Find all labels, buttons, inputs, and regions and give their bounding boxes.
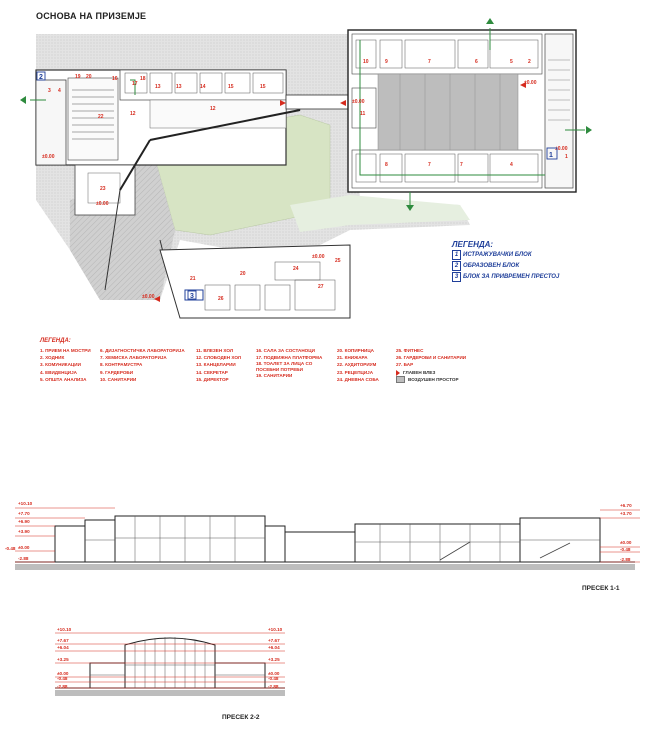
room-legend-column-5 bbox=[337, 347, 379, 383]
level-label: -2.88 bbox=[620, 557, 631, 562]
block-legend-item bbox=[452, 249, 559, 260]
svg-text:12: 12 bbox=[130, 111, 136, 117]
svg-text:20: 20 bbox=[86, 74, 92, 80]
section-1-1-drawing bbox=[0, 500, 657, 580]
svg-text:24: 24 bbox=[293, 266, 299, 272]
svg-text:12: 12 bbox=[210, 106, 216, 112]
svg-text:±0.00: ±0.00 bbox=[42, 154, 55, 160]
section-2-label: ПРЕСЕК 2-2 bbox=[222, 714, 260, 721]
level-label: -0.48 bbox=[268, 676, 279, 681]
svg-text:4: 4 bbox=[58, 88, 61, 94]
level-label: +3.90 bbox=[18, 529, 30, 534]
svg-text:13: 13 bbox=[155, 84, 161, 90]
svg-text:21: 21 bbox=[190, 276, 196, 282]
level-label: +6.04 bbox=[268, 645, 280, 650]
room-legend-item: 15. ДИРЕКТОР bbox=[196, 376, 229, 382]
section-2-2-drawing bbox=[0, 625, 657, 700]
room-legend-item: 5. ОПШТА АНАЛИЗА bbox=[40, 376, 87, 382]
level-label: +10.10 bbox=[18, 501, 33, 506]
svg-text:9: 9 bbox=[385, 59, 388, 65]
plan-title: ОСНОВА НА ПРИЗЕМЈЕ bbox=[36, 11, 147, 21]
room-legend-item: 16. САЛА ЗА СОСТАНОЦИ bbox=[256, 348, 315, 353]
level-label: +7.70 bbox=[18, 511, 30, 516]
level-label: +10.10 bbox=[268, 627, 283, 632]
svg-text:13: 13 bbox=[176, 84, 182, 90]
level-label-left-extra: -0.48 bbox=[5, 546, 16, 551]
room-legend-item: 19. САНИТАРИИ bbox=[256, 373, 293, 379]
level-label: +6.04 bbox=[57, 645, 69, 650]
section-1-label: ПРЕСЕК 1-1 bbox=[582, 585, 620, 592]
level-label: +3.25 bbox=[268, 657, 280, 662]
room-legend-column-4 bbox=[256, 347, 334, 379]
room-legend-item: 7. ХЕМИСКА ЛАБОРАТОРИЈА bbox=[100, 355, 167, 361]
svg-text:2: 2 bbox=[528, 59, 531, 65]
svg-text:26: 26 bbox=[218, 296, 224, 302]
svg-text:14: 14 bbox=[200, 84, 206, 90]
svg-text:19: 19 bbox=[75, 74, 81, 80]
level-label: +3.25 bbox=[57, 657, 69, 662]
room-legend-item: 21. КНИЖАРА bbox=[337, 355, 368, 361]
level-label: ±0.00 bbox=[57, 671, 69, 676]
room-legend-column-6 bbox=[396, 347, 466, 369]
room-legend-extras bbox=[396, 369, 459, 383]
room-legend-item: 11. ВЛЕЗЕН ХОЛ bbox=[196, 348, 234, 353]
room-legend-item: 13. КАНЦЕЛАРИИ bbox=[196, 362, 236, 368]
block-label: ИСТРАЖУВАЧКИ БЛОК bbox=[463, 251, 532, 258]
block-legend-title: ЛЕГЕНДА: bbox=[452, 240, 494, 249]
level-label: -2.88 bbox=[268, 684, 279, 689]
room-legend-column-3 bbox=[196, 347, 241, 383]
room-legend-item: 4. ЕВИДЕНЦИЈА bbox=[40, 369, 77, 375]
svg-text:20: 20 bbox=[240, 271, 246, 277]
room-legend-item: 3. КОМУНИКАЦИИ bbox=[40, 362, 81, 368]
room-legend-item: 20. КОПИРНИЦА bbox=[337, 348, 374, 353]
level-label: -2.88 bbox=[57, 684, 68, 689]
svg-text:4: 4 bbox=[510, 162, 513, 168]
level-label: +3.70 bbox=[620, 511, 632, 516]
svg-text:11: 11 bbox=[360, 111, 366, 117]
room-legend-column-2 bbox=[100, 347, 185, 383]
room-legend-item: 26. ГАРДЕРОБИ И САНИТАРИИ bbox=[396, 355, 467, 361]
room-legend-item: 9. ГАРДЕРОБИ bbox=[100, 369, 134, 375]
svg-text:15: 15 bbox=[228, 84, 234, 90]
svg-text:±0.00: ±0.00 bbox=[352, 99, 365, 105]
void-space-legend bbox=[396, 376, 459, 383]
level-label: +10.10 bbox=[57, 627, 72, 632]
svg-text:5: 5 bbox=[510, 59, 513, 65]
room-legend-item: 1. ПРИЕМ НА МОСТРИ bbox=[40, 348, 91, 353]
room-legend-item: 27. БАР bbox=[396, 362, 414, 368]
main-entrance-label: ГЛАВЕН ВЛЕЗ bbox=[403, 370, 436, 375]
level-label: ±0.00 bbox=[268, 671, 280, 676]
svg-text:22: 22 bbox=[98, 114, 104, 120]
room-legend-item: 24. ДНЕВНА СОБА bbox=[337, 376, 379, 382]
room-legend-column-1 bbox=[40, 347, 91, 383]
svg-text:18: 18 bbox=[140, 76, 146, 82]
svg-text:17: 17 bbox=[132, 81, 138, 87]
main-entrance-legend bbox=[396, 369, 459, 376]
room-legend-item: 12. СЛОБОДЕН ХОЛ bbox=[196, 355, 242, 361]
svg-text:15: 15 bbox=[260, 84, 266, 90]
svg-text:±0.00: ±0.00 bbox=[524, 80, 537, 86]
block-legend-item bbox=[452, 260, 559, 271]
room-legend-title: ЛЕГЕНДА: bbox=[40, 338, 71, 344]
level-label: ±0.00 bbox=[18, 545, 30, 550]
svg-text:10: 10 bbox=[363, 59, 369, 65]
svg-text:±0.00: ±0.00 bbox=[142, 294, 155, 300]
block-number: 3 bbox=[452, 272, 461, 282]
main-entrance-arrow-icon bbox=[396, 370, 400, 376]
block-number: 2 bbox=[452, 261, 461, 271]
block-legend bbox=[452, 240, 559, 282]
void-space-label: ВОЗДУШЕН ПРОСТОР bbox=[408, 377, 459, 382]
room-legend-item: 22. АУДИТОРИУМ bbox=[337, 362, 377, 368]
svg-text:1: 1 bbox=[565, 154, 568, 160]
room-legend-item: 23. РЕЦЕПЦИЈА bbox=[337, 369, 374, 375]
svg-text:7: 7 bbox=[428, 162, 431, 168]
room-legend-item: 6. ДИЈАГНОСТИЧКА ЛАБОРАТОРИЈА bbox=[100, 348, 185, 353]
room-legend-item: 18. ТОАЛЕТ ЗА ЛИЦА СО ПОСЕБНИ ПОТРЕБИ bbox=[256, 361, 313, 372]
svg-text:±0.00: ±0.00 bbox=[96, 201, 109, 207]
block-label: БЛОК ЗА ПРИВРЕМЕН ПРЕСТОЈ bbox=[463, 273, 560, 280]
level-label: -0.48 bbox=[57, 676, 68, 681]
svg-text:1: 1 bbox=[549, 152, 553, 159]
ground-floor-plan bbox=[0, 0, 657, 335]
svg-text:3: 3 bbox=[48, 88, 51, 94]
level-label: +6.90 bbox=[18, 519, 30, 524]
room-legend-item: 10. САНИТАРИИ bbox=[100, 376, 137, 382]
level-label: +7.67 bbox=[268, 638, 280, 643]
svg-text:16: 16 bbox=[112, 76, 118, 82]
svg-text:7: 7 bbox=[428, 59, 431, 65]
void-space-swatch-icon bbox=[396, 376, 405, 383]
level-label: -0.48 bbox=[620, 547, 631, 552]
svg-text:25: 25 bbox=[335, 258, 341, 264]
level-label: +7.67 bbox=[57, 638, 69, 643]
block-legend-item bbox=[452, 271, 559, 282]
svg-text:3: 3 bbox=[190, 293, 194, 300]
room-legend-item: 2. ХОДНИК bbox=[40, 355, 65, 361]
level-label: +6.70 bbox=[620, 503, 632, 508]
svg-text:27: 27 bbox=[318, 284, 324, 290]
room-legend-item: 17. ПОДВИЖНА ПЛАТФОРМА bbox=[256, 355, 323, 361]
level-label: -2.88 bbox=[18, 556, 29, 561]
level-label: ±0.00 bbox=[620, 540, 632, 545]
svg-text:7: 7 bbox=[460, 162, 463, 168]
svg-text:±0.00: ±0.00 bbox=[312, 254, 325, 260]
room-legend-item: 14. СЕКРЕТАР bbox=[196, 369, 228, 375]
connector-corridor bbox=[286, 95, 348, 109]
block-label: ОБРАЗОВЕН БЛОК bbox=[463, 262, 520, 269]
svg-text:±0.00: ±0.00 bbox=[555, 146, 568, 152]
room-legend-item: 8. КОНТРАМУСТРА bbox=[100, 362, 143, 368]
void-courtyard bbox=[378, 74, 518, 150]
block-number: 1 bbox=[452, 250, 461, 260]
room-legend-item: 25. ФИТНЕС bbox=[396, 348, 424, 353]
svg-text:23: 23 bbox=[100, 186, 106, 192]
svg-text:8: 8 bbox=[385, 162, 388, 168]
svg-text:2: 2 bbox=[39, 74, 43, 81]
svg-text:6: 6 bbox=[475, 59, 478, 65]
